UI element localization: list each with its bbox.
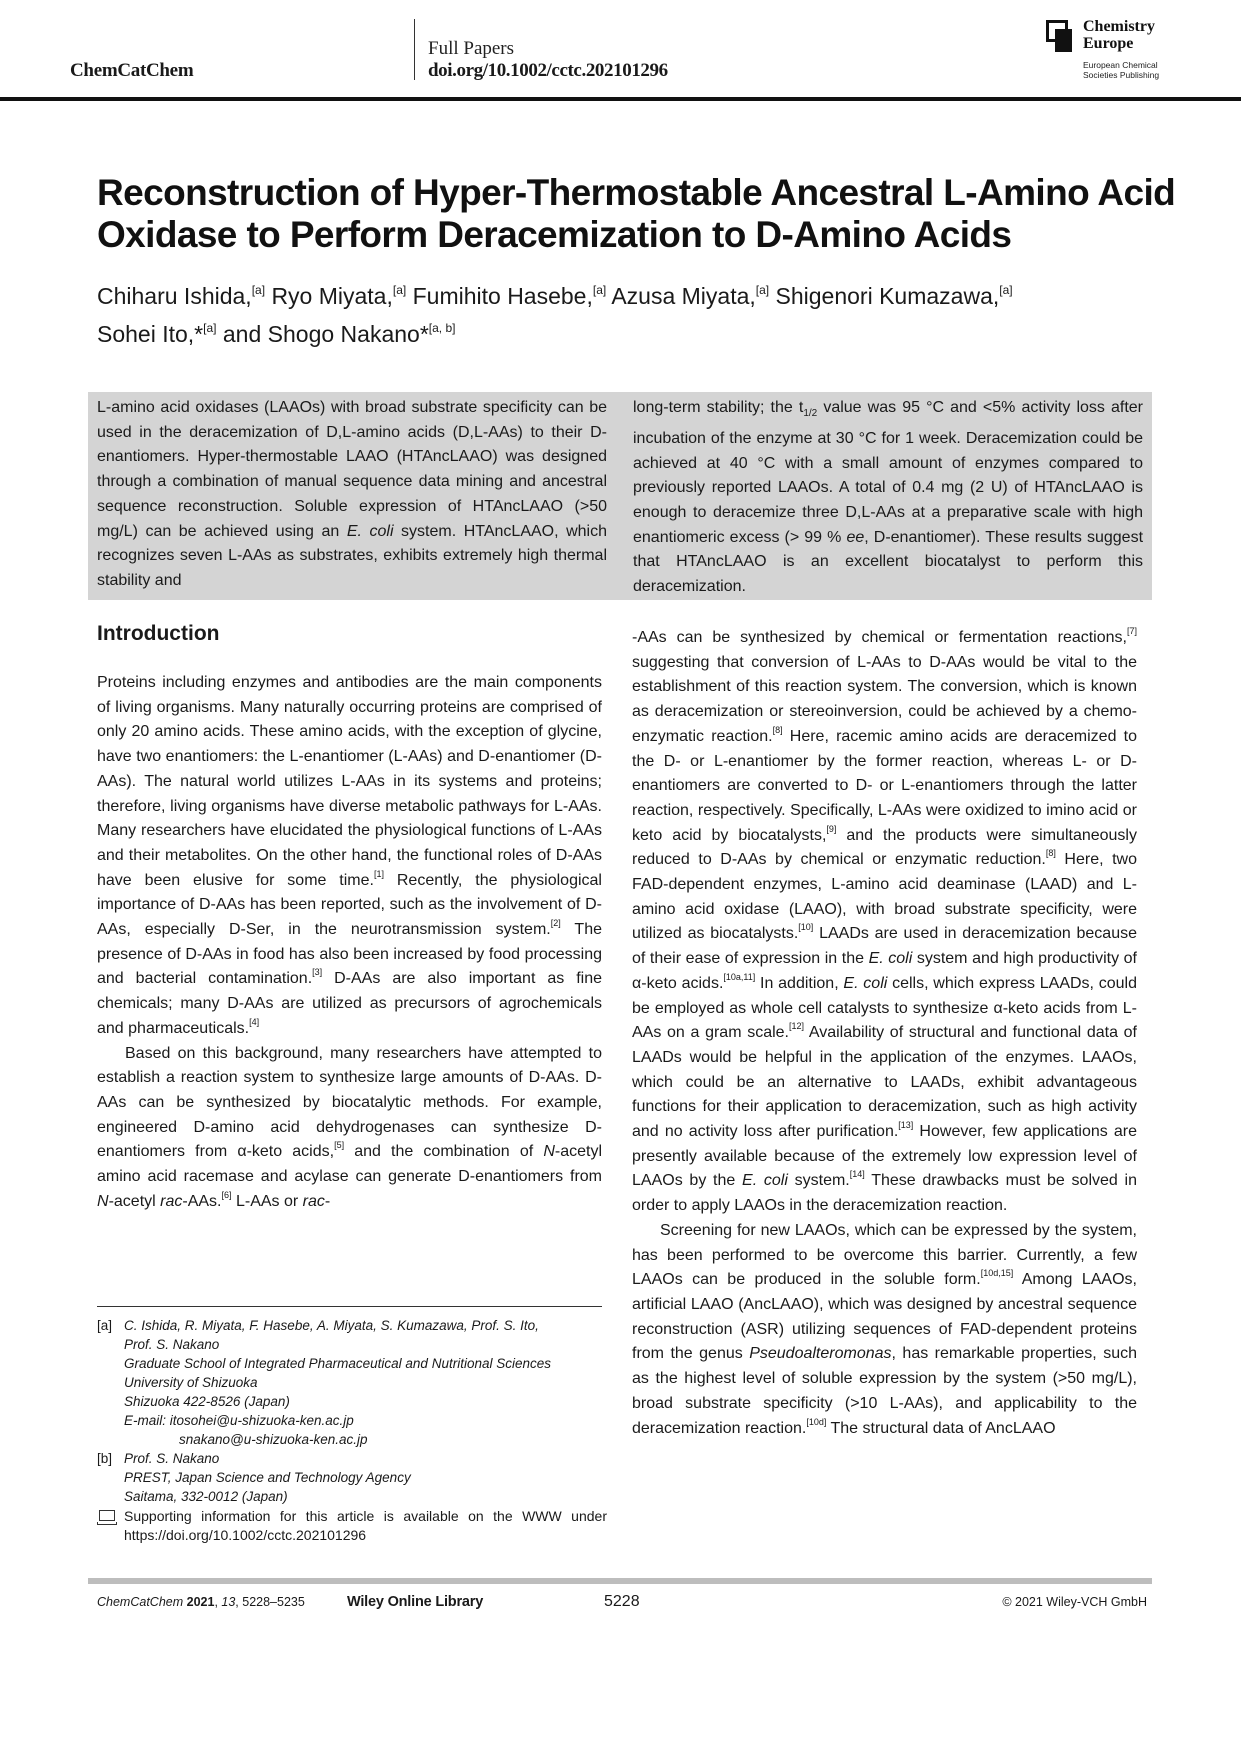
supporting-info-link[interactable]: Supporting information for this article is available on the WWW under https://doi.org/10.1002/cctc.202101296 <box>124 1508 607 1543</box>
affiliation-footnotes <box>97 1316 607 1545</box>
supporting-info-note <box>97 1507 607 1545</box>
author: Azusa Miyata,[a] <box>611 283 770 309</box>
citation-ref[interactable]: [4] <box>249 1016 260 1027</box>
page-number: 5228 <box>604 1593 640 1610</box>
citation-ref[interactable]: [6] <box>221 1189 232 1200</box>
header-divider <box>414 19 415 80</box>
author: Sohei Ito,*[a] <box>97 321 217 347</box>
author: Ryo Miyata,[a] <box>271 283 407 309</box>
citation-ref[interactable]: [12] <box>789 1021 805 1032</box>
journal-name: ChemCatChem <box>70 60 194 81</box>
citation-line: ChemCatChem 2021, 13, 5228–5235 <box>97 1595 305 1609</box>
chemistry-europe-logo-icon <box>1046 20 1076 54</box>
citation-ref[interactable]: [10d,15] <box>980 1268 1014 1279</box>
affiliation-b: [b] Prof. S. Nakano PREST, Japan Science and Technology Agency Saitama, 332-0012 (Japan) <box>97 1451 411 1504</box>
citation-ref[interactable]: [8] <box>1045 848 1056 859</box>
paragraph-continued: -AAs can be synthesized by chemical or fermentation reactions,[7] suggesting that conversion of L-AAs to D-AAs would be vital to the establishment of this reaction system. The conversion, which is known as deracemization or stereoinversion, could be achieved by a chemo-enzymatic reaction.[8] Here, racemic amino acids are deracemized to the D- or L-enantiomer by the former reaction, whereas L- or D-enantiomers are converted to D- or L-enantiomers through the latter reaction, respectively. Specifically, L-AAs were oxidized to imino acid or keto acid by biocatalysts,[9] and the products were simultaneously reduced to D-AAs by chemical or enzymatic reduction.[8] Here, two FAD-dependent enzymes, L-amino acid deaminase (LAAD) and L-amino acid oxidase (LAAO), with broad substrate specificity, were utilized as biocatalysts.[10] LAADs are used in deracemization because of their ease of expression in the E. coli system and high productivity of α-keto acids.[10a,11] In addition, E. coli cells, which express LAADs, could be employed as whole cell catalysts to synthesize α-keto acids from L-AAs on a gram scale.[12] Availability of structural and functional data of LAADs would be helpful in the application of the enzymes. LAAOs, which could be an alternative to LAADs, exhibit advantageous functions for their application to deracemization, such as high activity and no activity loss after purification.[13] However, few applications are presently available because of the extremely low expression level of LAAOs by the E. coli system.[14] These drawbacks must be solved in order to apply LAAOs in the deracemization reaction. <box>632 626 1138 1215</box>
paragraph: Proteins including enzymes and antibodies are the main components of living organisms. Many naturally occurring proteins are comprised of only 20 amino acids. These amino acids, with the exception of glycine, have two enantiomers: the L-enantiomer (L-AAs) and D-enantiomer (D-AAs). The natural world utilizes L-AAs in its systems and proteins; therefore, living organisms have diverse metabolic pathways for L-AAs. Many researchers have elucidated the physiological functions of L-AAs and their metabolites. On the other hand, the functional roles of D-AAs have been elusive for some time.[1] Recently, the physiological importance of D-AAs has been reported, such as the involvement of D-AAs, especially D-Ser, in the neurotransmission system.[2] The presence of D-AAs in food has also been increased by food processing and bacterial contamination.[3] D-AAs are also important as fine chemicals; many D-AAs are utilized as precursors of agrochemicals and pharmaceuticals.[4] <box>97 674 603 1037</box>
chemistry-europe-logo <box>1046 18 1196 80</box>
wiley-online-library-link[interactable]: Wiley Online Library <box>347 1594 484 1610</box>
citation-ref[interactable]: [5] <box>334 1140 345 1151</box>
citation-ref[interactable]: [10] <box>798 922 814 933</box>
article-title: Reconstruction of Hyper-Thermostable Ancestral L-Amino Acid Oxidase to Perform Deracemization to D-Amino Acids <box>97 172 1176 255</box>
footer-rule <box>88 1578 1152 1584</box>
author: and Shogo Nakano*[a, b] <box>222 321 456 347</box>
copyright: © 2021 Wiley-VCH GmbH <box>1002 1595 1147 1609</box>
citation-ref[interactable]: [9] <box>826 823 837 834</box>
email-link[interactable]: snakano@u-shizuoka-ken.ac.jp <box>179 1432 368 1447</box>
page-footer <box>97 1593 1147 1613</box>
page-header <box>0 0 1241 100</box>
abstract-right-column: long-term stability; the $t_{1/2}$ value was 95 °C and <5% activity loss after incubation of the enzyme at 30 °C for 1 week. Deracemization could be achieved at 40 °C with a small amount of enzymes compared to previously reported LAAOs. A total of 0.4 mg (2 U) of HTAncLAAO is enough to deracemize three D,L-AAs at a preparative scale with high enantiomeric excess (> 99 % ee, D-enantiomer). These results suggest that HTAncLAAO is an excellent biocatalyst to perform this deracemization. <box>633 399 1144 596</box>
paragraph: Screening for new LAAOs, which can be expressed by the system, has been performed to be overcome this barrier. Currently, a few LAAOs can be produced in the soluble form.[10d,15] Among LAAOs, artificial LAAO (AncLAAO), which was designed by ancestral sequence reconstruction (ASR) utilizing sequences of FAD-dependent proteins from the genus Pseudoalteromonas, has remarkable properties, such as the highest level of soluble expression by the system (>50 mg/L), broad substrate specificity (>10 L-AAs), and applicability to the deracemization reaction.[10d] The structural data of AncLAAO <box>632 1221 1137 1437</box>
abstract-box <box>88 392 1152 600</box>
citation-ref[interactable]: [10a,11] <box>723 971 756 982</box>
email-link[interactable]: E-mail: itosohei@u-shizuoka-ken.ac.jp <box>124 1413 354 1428</box>
author: Fumihito Hasebe,[a] <box>412 283 607 309</box>
section-heading-introduction: Introduction <box>97 622 220 645</box>
paragraph: Based on this background, many researchers have attempted to establish a reaction system to synthesize large amounts of D-AAs. D-AAs can be synthesized by biocatalytic methods. For example, engineered D-amino acid dehydrogenases can synthesize D-enantiomers from α-keto acids,[5] and the combination of N-acetyl amino acid racemase and acylase can generate D-enantiomers from N-acetyl rac-AAs.[6] L-AAs or rac- <box>97 1044 603 1210</box>
abstract-left-column: L-amino acid oxidases (LAAOs) with broad substrate specificity can be used in the deracemization of D,L-amino acids (D,L-AAs) to their D-enantiomers. Hyper-thermostable LAAO (HTAncLAAO) was designed through a combination of manual sequence data mining and ancestral sequence reconstruction. Soluble expression of HTAncLAAO (>50 mg/L) can be achieved using an E. coli system. HTAncLAAO, which recognizes seven L-AAs as substrates, exhibits extremely high thermal stability and <box>97 399 607 589</box>
citation-ref[interactable]: [10d] <box>806 1416 827 1427</box>
author-list <box>97 274 1177 350</box>
footnote-divider <box>97 1306 602 1307</box>
computer-icon <box>97 1510 117 1526</box>
citation-ref[interactable]: [3] <box>312 967 323 978</box>
citation-ref[interactable]: [13] <box>898 1120 914 1131</box>
citation-ref[interactable]: [14] <box>849 1169 865 1180</box>
logo-title: Chemistry Europe <box>1083 18 1155 52</box>
citation-ref[interactable]: [7] <box>1126 626 1137 636</box>
citation-ref[interactable]: [2] <box>550 918 561 929</box>
body-right-column <box>632 626 1137 1441</box>
citation-ref[interactable]: [1] <box>373 868 384 879</box>
body-left-column <box>97 620 602 1214</box>
logo-subtitle: European Chemical Societies Publishing <box>1083 60 1160 80</box>
affiliation-a: [a] C. Ishida, R. Miyata, F. Hasebe, A. Miyata, S. Kumazawa, Prof. S. Ito, Prof. S. Nakano Graduate School of Integrated Pharmaceutical and Nutritional Sciences University of Shizuoka Shizuoka 422-8526 (Japan) E-mail: itosohei@u-shizuoka-ken.ac.jp snakano@u-shizuoka-ken.ac.jp <box>97 1316 607 1449</box>
citation-ref[interactable]: [8] <box>772 724 783 735</box>
header-rule <box>0 97 1241 101</box>
author: Shigenori Kumazawa,[a] <box>775 283 1013 309</box>
section-type: Full Papers <box>428 38 515 59</box>
doi-link[interactable]: doi.org/10.1002/cctc.202101296 <box>428 60 668 81</box>
author: Chiharu Ishida,[a] <box>97 283 266 309</box>
